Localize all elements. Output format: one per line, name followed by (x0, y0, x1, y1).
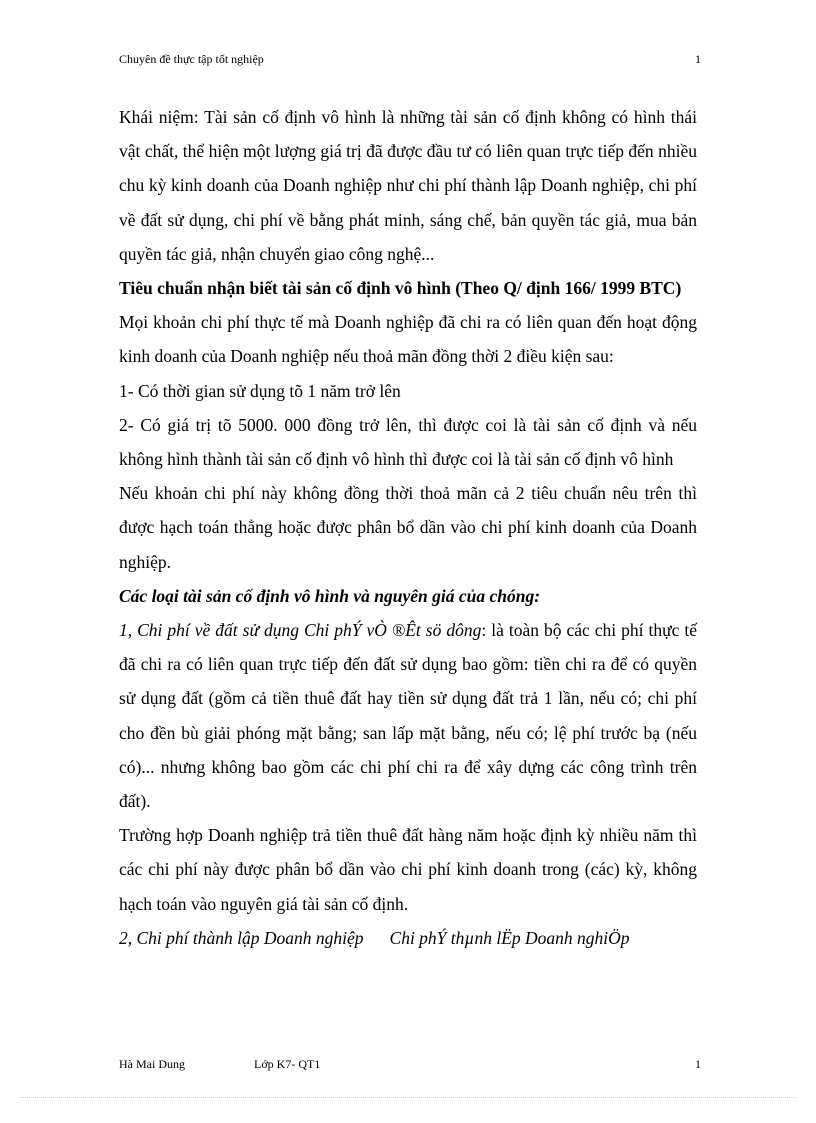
establishment-cost-title: 2, Chi phí thành lập Doanh nghiệp (119, 927, 364, 948)
header-page-number: 1 (695, 52, 701, 66)
paragraph-exception: Nếu khoản chi phí này không đồng thời thoả mãn cả 2 tiêu chuẩn nêu trên thì được hạch toán thẳng hoặc được phân bổ dần vào chi phí kinh doanh của Doanh nghiệp. (119, 483, 697, 572)
land-cost-text: : là toàn bộ các chi phí thực tế đã chi ra có liên quan trực tiếp đến đất sử dụng bao gồm: tiền chi ra để có quyền sử dụng đất (gồm cả tiền thuê đất hay tiền sử dụng đất trả 1 lần, nếu có; chi phí cho đền bù giải phóng mặt bằng; san lấp mặt bằng, nếu có; lệ phí trước bạ (nếu có)... nhưng không bao gồm các chi phí chi ra để xây dựng các công trình trên đất). (119, 620, 697, 812)
header-title: Chuyên đề thực tập tốt nghiệp (119, 52, 264, 66)
establishment-cost-garbled: Chi phÝ thµnh lËp Doanh nghiÖp (389, 927, 630, 948)
footer-page-number: 1 (695, 1057, 701, 1071)
paragraph-establishment-cost (119, 921, 697, 955)
paragraph-land-lease: Trường hợp Doanh nghiệp trả tiền thuê đất hàng năm hoặc định kỳ nhiều năm thì các chi phí này được phân bổ dần vào chi phí kinh doanh trong (các) kỳ, không hạch toán vào nguyên giá tài sản cố định. (119, 825, 697, 914)
heading-criteria: Tiêu chuẩn nhận biết tài sản cố định vô hình (Theo Q/ định 166/ 1999 BTC) (119, 278, 682, 299)
land-cost-title: 1, Chi phí về đất sử dụng Chi phÝ vÒ ®Êt sö dông (119, 620, 482, 641)
document-body (119, 100, 697, 955)
condition-1: 1- Có thời gian sử dụng tõ 1 năm trở lên (119, 380, 401, 401)
paragraph-land-cost (119, 613, 697, 818)
paragraph-definition: Khái niệm: Tài sản cố định vô hình là những tài sản cố định không có hình thái vật chất, thể hiện một lượng giá trị đã được đầu tư có liên quan trực tiếp đến nhiều chu kỳ kinh doanh của Doanh nghiệp như chi phí thành lập Doanh nghiệp, chi phí về đất sử dụng, chi phí về bằng phát minh, sáng chế, bản quyền tác giả, mua bản quyền tác giả, nhận chuyển giao công nghệ... (119, 107, 697, 264)
heading-types: Các loại tài sản cố định vô hình và nguyên giá của chóng: (119, 585, 541, 606)
paragraph-conditions: Mọi khoản chi phí thực tế mà Doanh nghiệp đã chi ra có liên quan đến hoạt động kinh doanh của Doanh nghiệp nếu thoả mãn đồng thời 2 điều kiện sau: (119, 312, 697, 367)
footer-author: Hà Mai Dung (119, 1057, 185, 1071)
page-separator (20, 1097, 796, 1098)
condition-2: 2- Có giá trị tõ 5000. 000 đồng trở lên, thì được coi là tài sản cố định và nếu không hình thành tài sản cố định vô hình thì được coi là tài sản cố định vô hình (119, 414, 697, 470)
page-header (119, 52, 701, 67)
footer-class: Lớp K7- QT1 (254, 1057, 321, 1071)
